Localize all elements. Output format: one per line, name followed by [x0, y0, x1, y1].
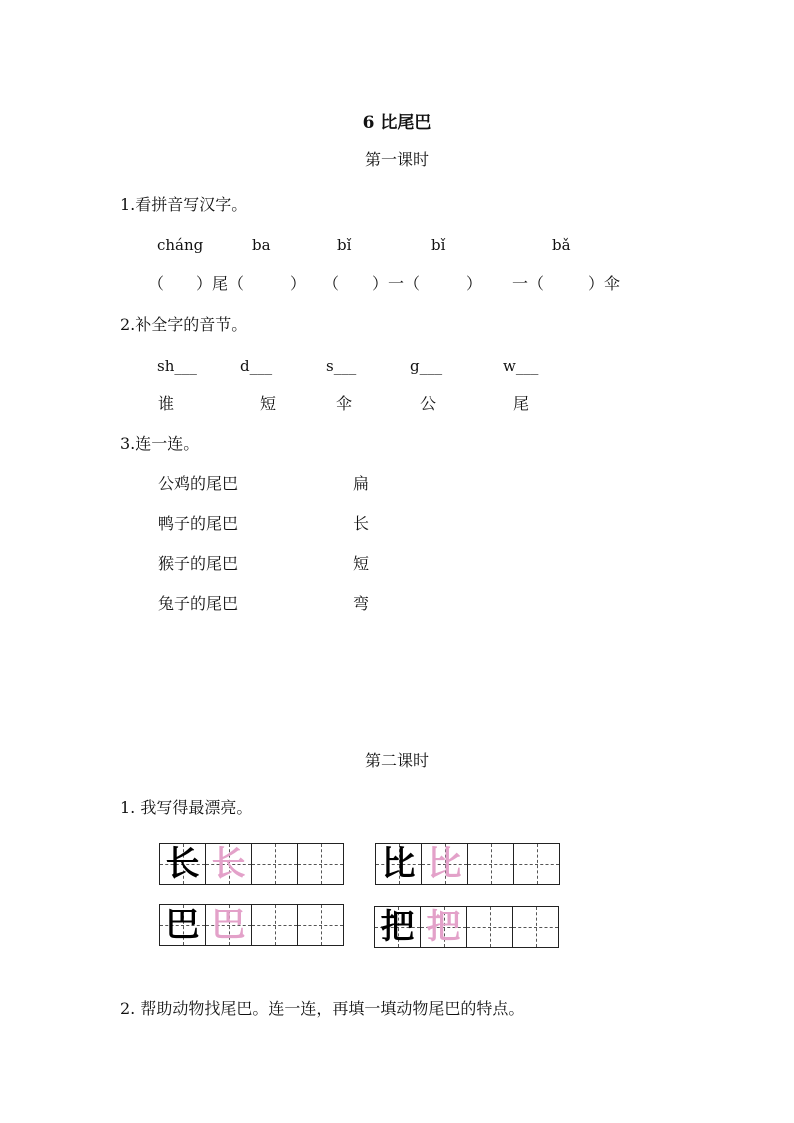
- writing-grid-ba: [159, 904, 344, 946]
- pinyin-4: bǐ: [431, 236, 446, 254]
- grid-cell-model: [160, 905, 206, 945]
- model-char: 巴: [165, 905, 200, 945]
- grid-cell-blank[interactable]: [298, 844, 344, 884]
- grid-cell-blank[interactable]: [298, 905, 344, 945]
- q2-label: 2.补全字的音节。: [120, 315, 248, 334]
- pinyin-1: cháng: [157, 236, 204, 254]
- trace-char: 长: [211, 844, 246, 884]
- q3-label: 3.连一连。: [120, 434, 200, 453]
- answer-blank-close-5: ）伞: [588, 274, 621, 293]
- grid-cell-blank[interactable]: [252, 844, 298, 884]
- model-char: 把: [380, 907, 415, 947]
- answer-blank-open-3: （: [323, 274, 340, 293]
- char-5: 尾: [513, 394, 530, 413]
- grid-cell-model: [160, 844, 206, 884]
- grid-cell-trace: [206, 844, 252, 884]
- grid-cell-trace: [206, 905, 252, 945]
- answer-blank-open-1: （: [148, 274, 165, 293]
- syllable-1: sh___: [157, 357, 197, 375]
- grid-cell-trace: [422, 844, 468, 884]
- answer-blank-2: ）尾（: [196, 274, 245, 293]
- match-left-4: 兔子的尾巴: [158, 594, 239, 613]
- lesson2-q2-label: 2. 帮助动物找尾巴。连一连，再填一填动物尾巴的特点。: [120, 999, 525, 1018]
- writing-grid-chang: [159, 843, 344, 885]
- syllable-3: s___: [326, 357, 357, 375]
- model-char: 比: [381, 844, 416, 884]
- syllable-2: d___: [240, 357, 273, 375]
- syllable-4: g___: [410, 357, 443, 375]
- grid-cell-blank[interactable]: [467, 907, 513, 947]
- match-left-1: 公鸡的尾巴: [158, 474, 239, 493]
- answer-blank-close-4: ）: [466, 274, 483, 293]
- model-char: 长: [165, 844, 200, 884]
- char-2: 短: [260, 394, 277, 413]
- char-3: 伞: [336, 394, 353, 413]
- lesson2-heading: 第二课时: [364, 751, 429, 770]
- lesson2-q1-label: 1. 我写得最漂亮。: [120, 798, 253, 817]
- grid-cell-blank[interactable]: [252, 905, 298, 945]
- match-left-3: 猴子的尾巴: [158, 554, 239, 573]
- lesson1-heading: 第一课时: [364, 150, 429, 169]
- pinyin-5: bǎ: [552, 236, 571, 254]
- grid-cell-blank[interactable]: [513, 907, 559, 947]
- match-right-4: 弯: [353, 594, 370, 613]
- trace-char: 比: [427, 844, 462, 884]
- grid-cell-blank[interactable]: [514, 844, 560, 884]
- writing-grid-ba-hand: [374, 906, 559, 948]
- match-right-2: 长: [353, 514, 370, 533]
- match-right-1: 扁: [353, 474, 370, 493]
- pinyin-2: ba: [252, 236, 271, 254]
- pinyin-3: bǐ: [337, 236, 352, 254]
- char-1: 谁: [158, 394, 175, 413]
- writing-grid-bi: [375, 843, 560, 885]
- answer-blank-open-5: 一（: [512, 274, 545, 293]
- syllable-5: w___: [503, 357, 539, 375]
- grid-cell-model: [376, 844, 422, 884]
- grid-cell-model: [375, 907, 421, 947]
- q1-label: 1.看拼音写汉字。: [120, 195, 248, 214]
- char-4: 公: [420, 394, 437, 413]
- answer-blank-close-2: ）: [290, 274, 307, 293]
- trace-char: 把: [426, 907, 461, 947]
- answer-blank-4: ）一（: [372, 274, 421, 293]
- trace-char: 巴: [211, 905, 246, 945]
- match-right-3: 短: [353, 554, 370, 573]
- match-left-2: 鸭子的尾巴: [158, 514, 239, 533]
- grid-cell-trace: [421, 907, 467, 947]
- page-title: 6 比尾巴: [362, 113, 432, 133]
- grid-cell-blank[interactable]: [468, 844, 514, 884]
